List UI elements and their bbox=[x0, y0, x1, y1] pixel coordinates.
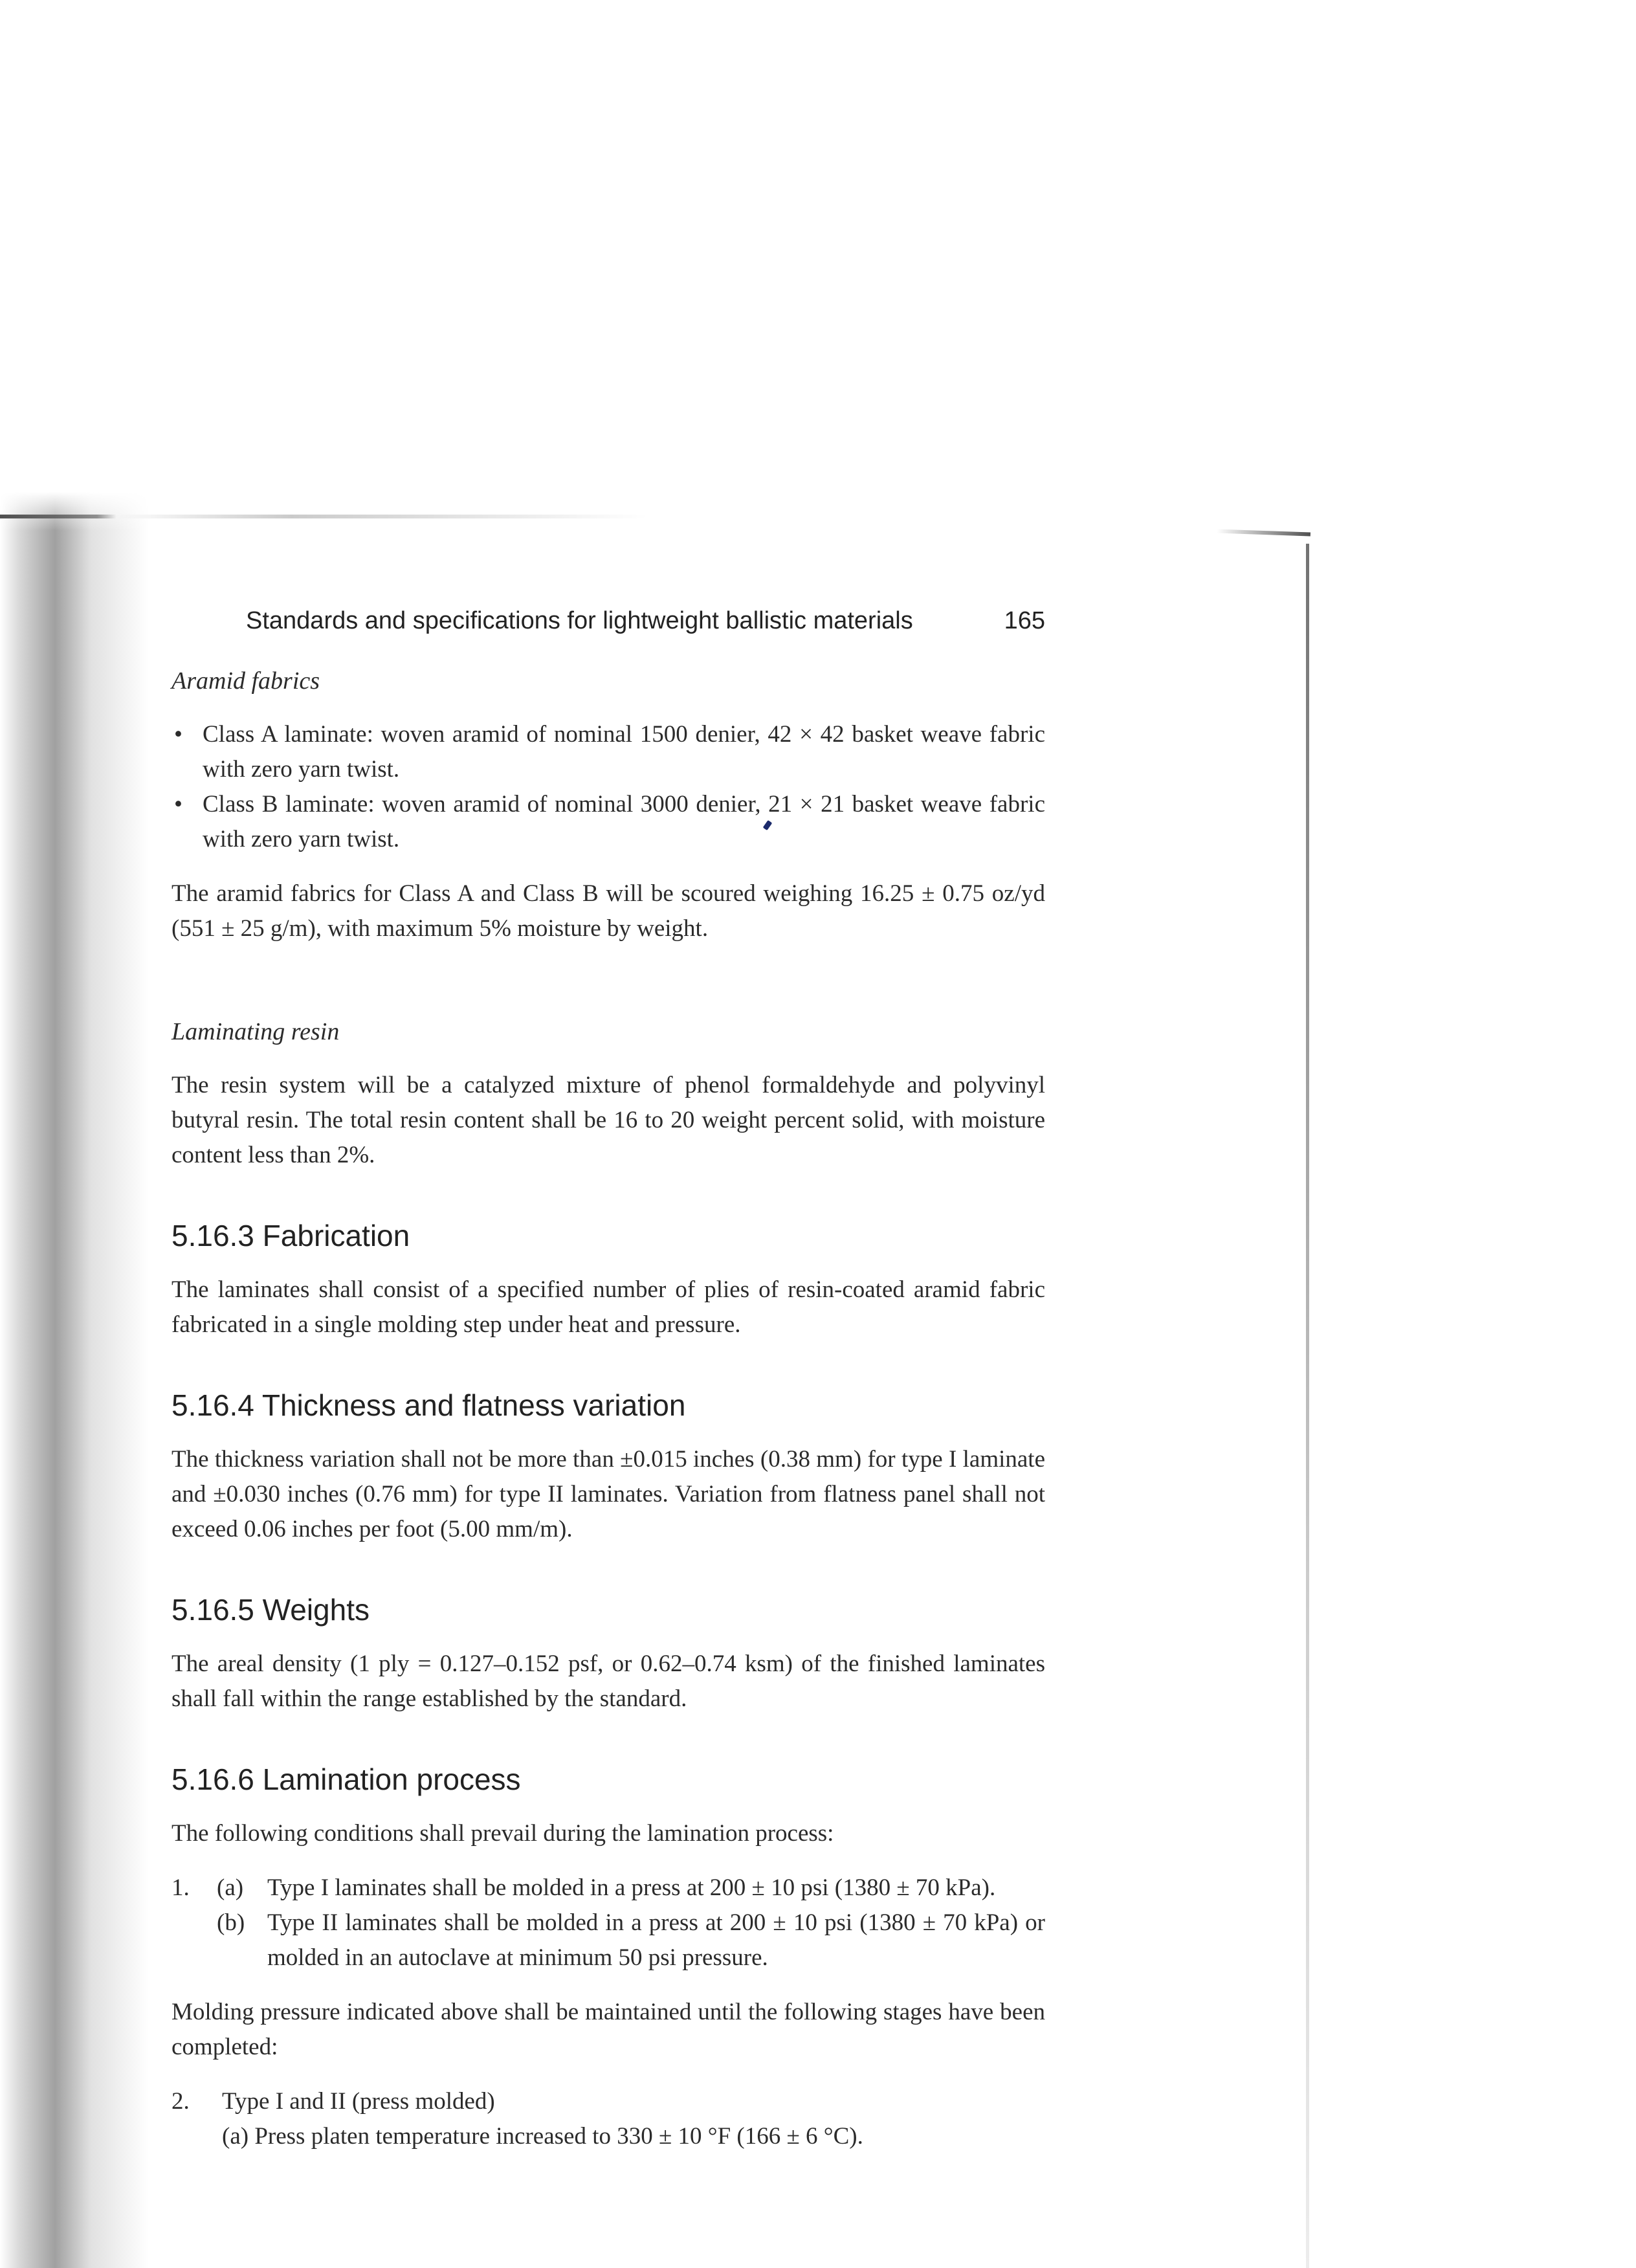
section-heading-lamination: 5.16.6 Lamination process bbox=[171, 1762, 521, 1796]
scan-right-edge bbox=[1306, 544, 1309, 2268]
running-head bbox=[171, 602, 1045, 647]
item-number: 1. bbox=[171, 1874, 190, 1901]
sub-item-text: Type II laminates shall be molded in a press at 200 ± 10 psi (1380 ± 70 kPa) or molded in an autoclave at minimum 50 psi pressure. bbox=[267, 1909, 1045, 1971]
section-heading-fabrication: 5.16.3 Fabrication bbox=[171, 1219, 410, 1252]
scan-top-edge bbox=[0, 515, 647, 518]
bullet-item bbox=[171, 787, 1045, 857]
item-text: Type I and II (press molded) bbox=[222, 2088, 495, 2115]
subhead-laminating-resin: Laminating resin bbox=[171, 1018, 340, 1045]
bullet-marker: • bbox=[174, 721, 182, 748]
lamination-item-1 bbox=[171, 1871, 1045, 1975]
molding-paragraph: Molding pressure indicated above shall be maintained until the following stages have been completed: bbox=[171, 1999, 1045, 2060]
aramid-paragraph: The aramid fabrics for Class A and Class B will be scoured weighing 16.25 ± 0.75 oz/yd (551 ± 25 g/m), with maximum 5% moisture by weight. bbox=[171, 880, 1045, 942]
section-heading-thickness: 5.16.4 Thickness and flatness variation bbox=[171, 1388, 686, 1422]
running-head-title: Standards and specifications for lightweight ballistic materials bbox=[246, 607, 913, 634]
bullet-marker: • bbox=[174, 791, 182, 817]
lamination-intro: The following conditions shall prevail during the lamination process: bbox=[171, 1820, 834, 1847]
section-heading-weights: 5.16.5 Weights bbox=[171, 1593, 370, 1627]
aramid-bullet-list bbox=[171, 717, 1045, 857]
item-number: 2. bbox=[171, 2088, 190, 2115]
list-item bbox=[171, 1871, 1045, 1906]
scan-right-corner bbox=[1217, 529, 1310, 536]
sub-item-label: (a) bbox=[217, 1874, 244, 1901]
bullet-text: Class B laminate: woven aramid of nominal 3000 denier, 21 × 21 basket weave fabric with zero yarn twist. bbox=[203, 791, 1045, 852]
bullet-item bbox=[171, 717, 1045, 787]
list-item bbox=[171, 1906, 1045, 1975]
list-item bbox=[171, 2119, 1045, 2154]
resin-paragraph: The resin system will be a catalyzed mixture of phenol formaldehyde and polyvinyl butyral resin. The total resin content shall be 16 to 20 weight percent solid, with moisture content less than 2%. bbox=[171, 1072, 1045, 1168]
scan-gutter-fade bbox=[0, 0, 168, 531]
bullet-text: Class A laminate: woven aramid of nominal 1500 denier, 42 × 42 basket weave fabric with zero yarn twist. bbox=[203, 721, 1045, 783]
lamination-item-2 bbox=[171, 2084, 1045, 2119]
fabrication-paragraph: The laminates shall consist of a specified number of plies of resin-coated aramid fabric fabricated in a single molding step under heat and pressure. bbox=[171, 1276, 1045, 1338]
sub-item-label: (a) bbox=[222, 2123, 249, 2150]
sub-item-text: Type I laminates shall be molded in a press at 200 ± 10 psi (1380 ± 70 kPa). bbox=[267, 1874, 996, 1901]
subhead-aramid-fabrics: Aramid fabrics bbox=[171, 667, 320, 695]
page-number: 165 bbox=[1004, 607, 1045, 634]
sub-item-label: (b) bbox=[217, 1909, 245, 1936]
sub-item bbox=[222, 2119, 1045, 2154]
thickness-paragraph: The thickness variation shall not be more than ±0.015 inches (0.38 mm) for type I laminate and ±0.030 inches (0.76 mm) for type II laminates. Variation from flatness panel shall not exceed 0.06 inches per foot (5.00 mm/m). bbox=[171, 1446, 1045, 1542]
sub-item-text: Press platen temperature increased to 330 ± 10 °F (166 ± 6 °C). bbox=[254, 2123, 863, 2150]
weights-paragraph: The areal density (1 ply = 0.127–0.152 psf, or 0.62–0.74 ksm) of the finished laminates shall fall within the range established by the standard. bbox=[171, 1651, 1045, 1712]
book-page bbox=[171, 602, 1045, 2154]
